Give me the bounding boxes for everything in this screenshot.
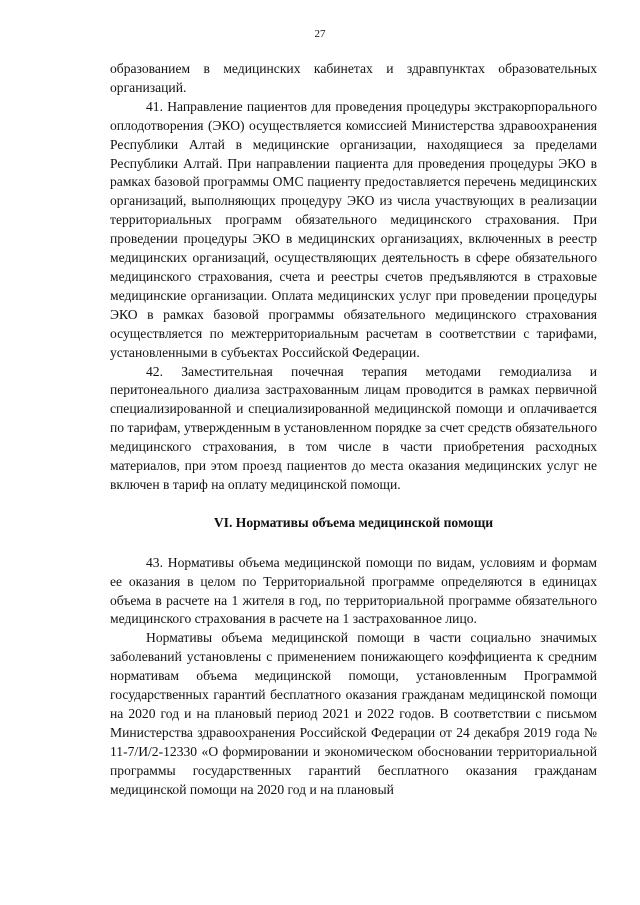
paragraph-item-41: 41. Направление пациентов для проведения процедуры экстракорпорального оплодотворения (ЭКО) осуществляется комиссией Министерства здравоохранения Республики Алтай в медицинские организации, находящиеся за пределами Республики Алтай. При направлении пациента для проведения процедуры ЭКО в рамках базовой программы ОМС пациенту предоставляется перечень медицинских организаций, выполняющих процедуру ЭКО из числа участвующих в реализации территориальных программ обязательного медицинского страхования. При проведении процедуры ЭКО в медицинских организациях, включенных в реестр медицинских организаций, осуществляющих деятельность в сфере обязательного медицинского страхования, счета и реестры счетов предъявляются в страховые медицинские организации. Оплата медицинских услуг при проведении процедуры ЭКО в рамках базовой программы обязательного медицинского страхования осуществляется по межтерриториальным расчетам в соответствии с тарифами, установленными в субъектах Российской Федерации. (110, 98, 597, 360)
document-body (110, 60, 597, 800)
paragraph-continuation: образованием в медицинских кабинетах и здравпунктах образовательных организаций. (110, 61, 597, 95)
paragraph-normatives: Нормативы объема медицинской помощи в части социально значимых заболеваний установлены с применением понижающего коэффициента к средним нормативам объема медицинской помощи, установленным Программой государственных гарантий бесплатного оказания гражданам медицинской помощи на 2020 год и на плановый период 2021 и 2022 годов. В соответствии с письмом Министерства здравоохранения Российской Федерации от 24 декабря 2019 года № 11-7/И/2-12330 «О формировании и экономическом обосновании территориальной программы государственных гарантий бесплатного оказания гражданам медицинской помощи на 2020 год и на плановый (110, 630, 597, 797)
page-number: 27 (314, 28, 326, 40)
paragraph-item-42: 42. Заместительная почечная терапия методами гемодиализа и перитонеального диализа застрахованным лицам проводится в рамках первичной специализированной и специализированной медицинской помощи и оплачивается по тарифам, утвержденным в установленном порядке за счет средств обязательного медицинского страхования, в том числе в части приобретения расходных материалов, при этом проезд пациентов до места оказания медицинских услуг не включен в тариф на оплату медицинской помощи. (110, 363, 597, 492)
section-heading: VI. Нормативы объема медицинской помощи (213, 514, 494, 530)
paragraph-item-43: 43. Нормативы объема медицинской помощи по видам, условиям и формам ее оказания в целом по Территориальной программе определяются в единицах объема в расчете на 1 жителя в год, по территориальной программе обязательного медицинского страхования в расчете на 1 застрахованное лицо. (110, 554, 597, 627)
